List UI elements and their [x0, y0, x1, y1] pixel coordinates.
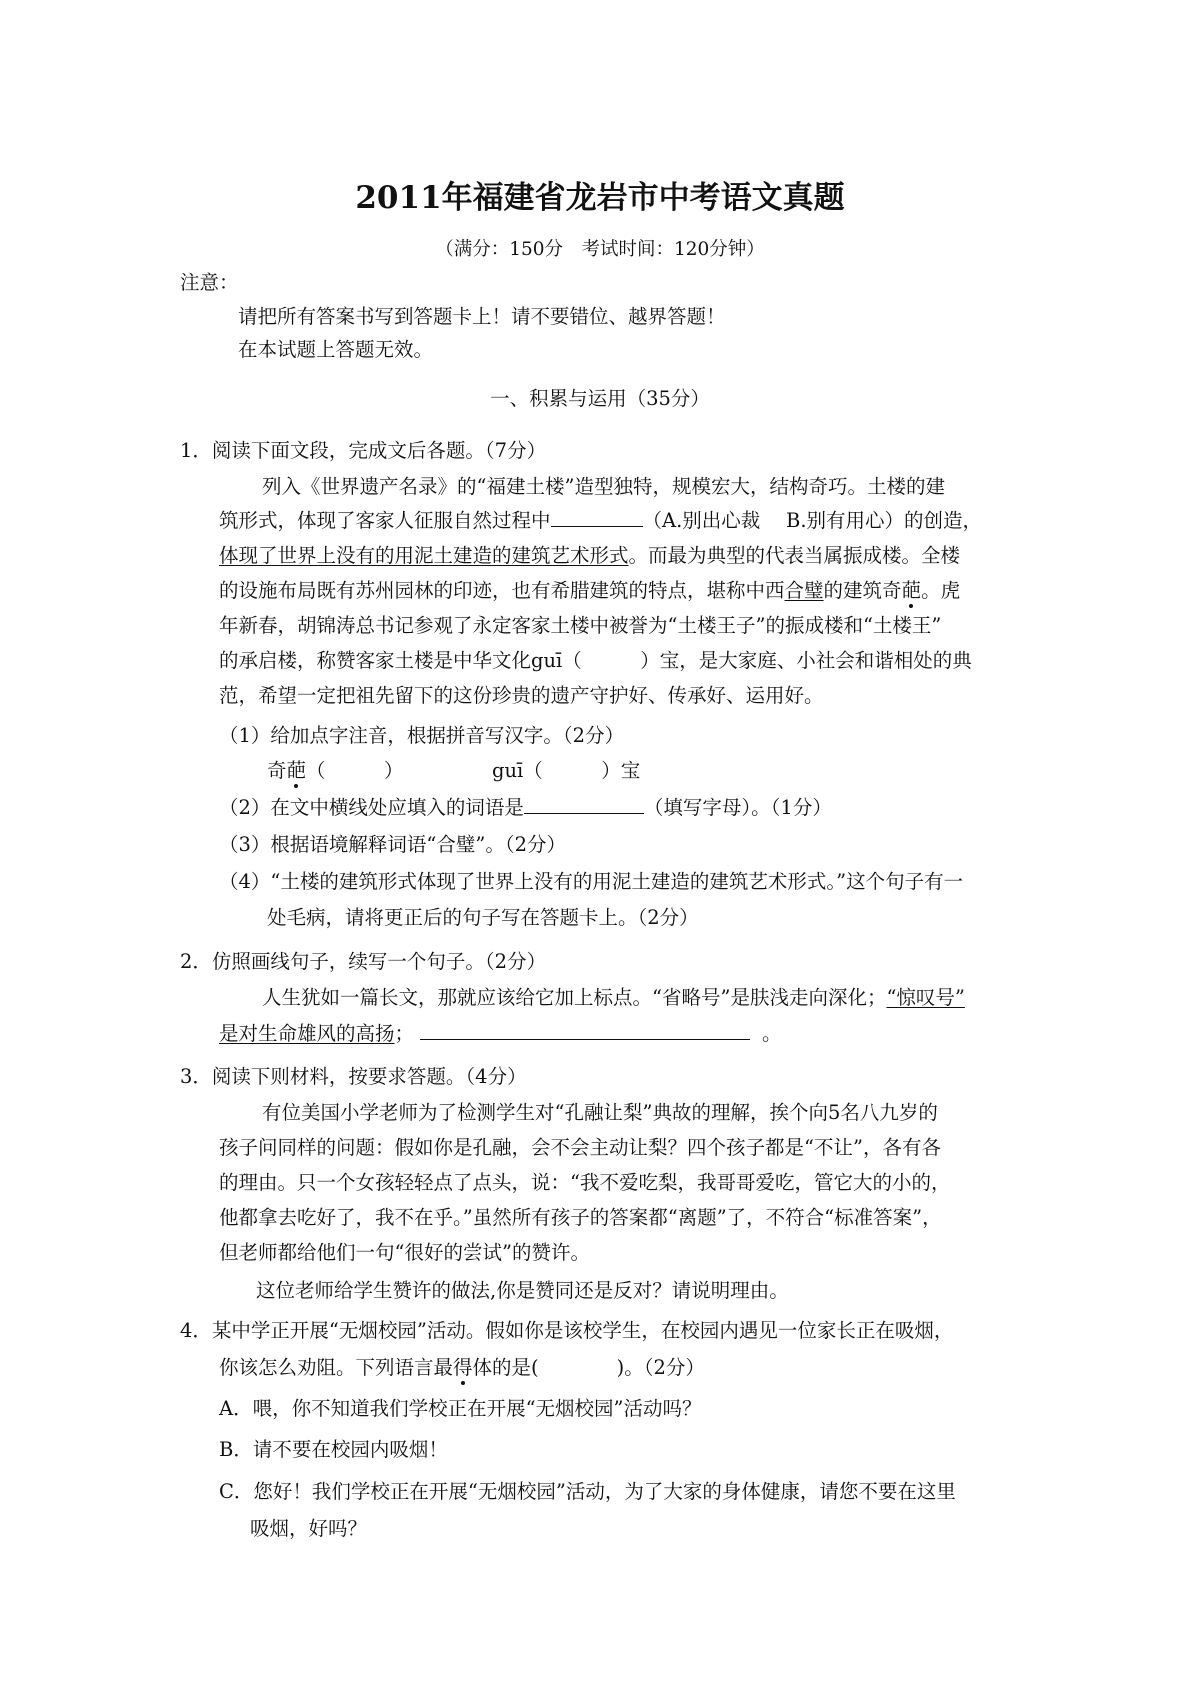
q1-underlined-word: 合璧 — [784, 579, 824, 602]
q1-sub-4-line-1: （4）“土楼的建筑形式体现了世界上没有的用泥土建造的建筑艺术形式。”这个句子有一 — [219, 870, 964, 893]
q3-passage-line-3: 的理由。只一个女孩轻轻点了点头，说：“我不爱吃梨，我哥哥爱吃，管它大的小的， — [219, 1171, 951, 1194]
q1-passage-line-7: 范，希望一定把祖先留下的这份珍贵的遗产守护好、传承好、运用好。 — [219, 684, 824, 707]
q1-sub-2-text: （2）在文中横线处应填入的词语是 — [219, 796, 524, 819]
q3-question: 这位老师给学生赞许的做法,你是赞同还是反对？请说明理由。 — [256, 1279, 789, 1302]
q1-sub-2 — [219, 795, 832, 821]
q1-passage-line-6: 的承启楼，称赞客家土楼是中华文化guī（ ）宝，是大家庭、小社会和谐相处的典 — [219, 649, 972, 672]
q1-options-inline: （A.别出心裁 B.别有用心）的创造， — [642, 509, 983, 532]
q2-semicolon: ； — [394, 1022, 415, 1045]
q3-stem: 3．阅读下则材料，按要求答题。（4分） — [180, 1065, 527, 1088]
q4-stem-text: 你该怎么劝阻。下列语言 — [219, 1356, 434, 1379]
q2-period: 。 — [762, 1022, 782, 1045]
q4-option-b: B．请不要在校园内吸烟！ — [219, 1438, 448, 1461]
q1-sub-1-dotted-char: 葩 — [286, 759, 307, 782]
q1-sub-1-paren: （ ） — [306, 759, 404, 782]
q1-passage-line-2 — [219, 508, 982, 534]
q1-passage-line-4 — [219, 578, 960, 604]
q1-sub-2-blank — [524, 812, 644, 814]
q4-dotted-chars: 最得体 — [433, 1356, 493, 1379]
q4-option-c-line-1: C．您好！我们学校正在开展“无烟校园”活动，为了大家的身体健康，请您不要在这里 — [219, 1480, 956, 1503]
q4-stem-line-2 — [219, 1355, 705, 1381]
page-title: 2011年福建省龙岩市中考语文真题 — [355, 180, 845, 216]
q1-fill-blank — [551, 525, 643, 527]
q1-passage-line-2-text: 筑形式，体现了客家人征服自然过程中 — [219, 509, 551, 532]
q3-passage-line-5: 但老师都给他们一句“很好的尝试”的赞许。 — [219, 1241, 590, 1264]
q2-stem: 2．仿照画线句子，续写一个句子。（2分） — [180, 950, 547, 973]
q1-passage-line-1: 列入《世界遗产名录》的“福建土楼”造型独特，规模宏大，结构奇巧。土楼的建 — [262, 475, 945, 498]
section-title: 一、积累与运用（35分） — [490, 387, 710, 410]
q1-dotted-char: 葩 — [901, 579, 922, 602]
q1-sub-1-answer-b: guī（ ）宝 — [492, 759, 641, 782]
notice-label: 注意： — [180, 271, 239, 294]
q2-passage-line-1 — [262, 985, 965, 1011]
q2-underlined-start: “惊叹号” — [886, 986, 965, 1009]
q1-passage-line-3-text: 。而最为典型的代表当属振成楼。全楼 — [628, 544, 961, 567]
q1-sub-4-line-2: 处毛病，请将更正后的句子写在答题卡上。（2分） — [267, 906, 699, 929]
q4-option-a: A．喂，你不知道我们学校正在开展“无烟校园”活动吗？ — [219, 1397, 702, 1420]
q1-sub-3: （3）根据语境解释词语“合璧”。（2分） — [219, 833, 567, 856]
q1-stem: 1．阅读下面文段，完成文后各题。（7分） — [180, 439, 547, 462]
q3-passage-line-2: 孩子问同样的问题：假如你是孔融，会不会主动让梨？四个孩子都是“不让”，各有各 — [219, 1136, 941, 1159]
q1-sub-2-text-b: （填写字母）。（1分） — [643, 796, 832, 819]
q1-underlined-sentence: 体现了世界上没有的用泥土建造的建筑艺术形式 — [219, 544, 629, 567]
q2-answer-blank — [420, 1038, 750, 1040]
q1-passage-line-3 — [219, 543, 960, 569]
q1-passage-line-5: 年新春，胡锦涛总书记参观了永定客家土楼中被誉为“土楼王子”的振成楼和“土楼王” — [219, 614, 942, 637]
notice-line-1: 请把所有答案书写到答题卡上！请不要错位、越界答题！ — [238, 305, 726, 328]
q1-passage-line-4-text-c: 。虎 — [921, 579, 961, 602]
q1-sub-1: （1）给加点字注音，根据拼音写汉字。（2分） — [219, 724, 625, 747]
q2-underlined-sentence: 是对生命雄风的高扬 — [219, 1022, 395, 1045]
q2-passage-text: 人生犹如一篇长文，那就应该给它加上标点。“省略号”是肤浅走向深化； — [262, 986, 887, 1009]
q1-sub-1-char: 奇 — [267, 759, 287, 782]
q1-passage-line-4-text-b: 的建筑奇 — [823, 579, 902, 602]
q4-stem-text-b: 的是( )。（2分） — [492, 1356, 705, 1379]
q4-stem-line-1: 4．某中学正开展“无烟校园”活动。假如你是该校学生，在校园内遇见一位家长正在吸烟， — [180, 1319, 954, 1342]
q3-passage-line-1: 有位美国小学老师为了检测学生对“孔融让梨”典故的理解，挨个向5名八九岁的 — [262, 1101, 938, 1124]
q4-option-c-line-2: 吸烟，好吗？ — [250, 1517, 368, 1540]
q4-dotted-phrase — [434, 1356, 493, 1379]
q2-passage-line-2 — [219, 1021, 782, 1047]
score-time-subtitle: （满分：150分 考试时间：120分钟） — [435, 239, 765, 260]
q3-passage-line-4: 他都拿去吃好了，我不在乎。”虽然所有孩子的答案都“离题”了，不符合“标准答案”， — [219, 1206, 942, 1229]
q1-sub-1-answer-a — [267, 758, 404, 784]
notice-line-2: 在本试题上答题无效。 — [238, 338, 434, 361]
q1-passage-line-4-text: 的设施布局既有苏州园林的印迹，也有希腊建筑的特点，堪称中西 — [219, 579, 785, 602]
